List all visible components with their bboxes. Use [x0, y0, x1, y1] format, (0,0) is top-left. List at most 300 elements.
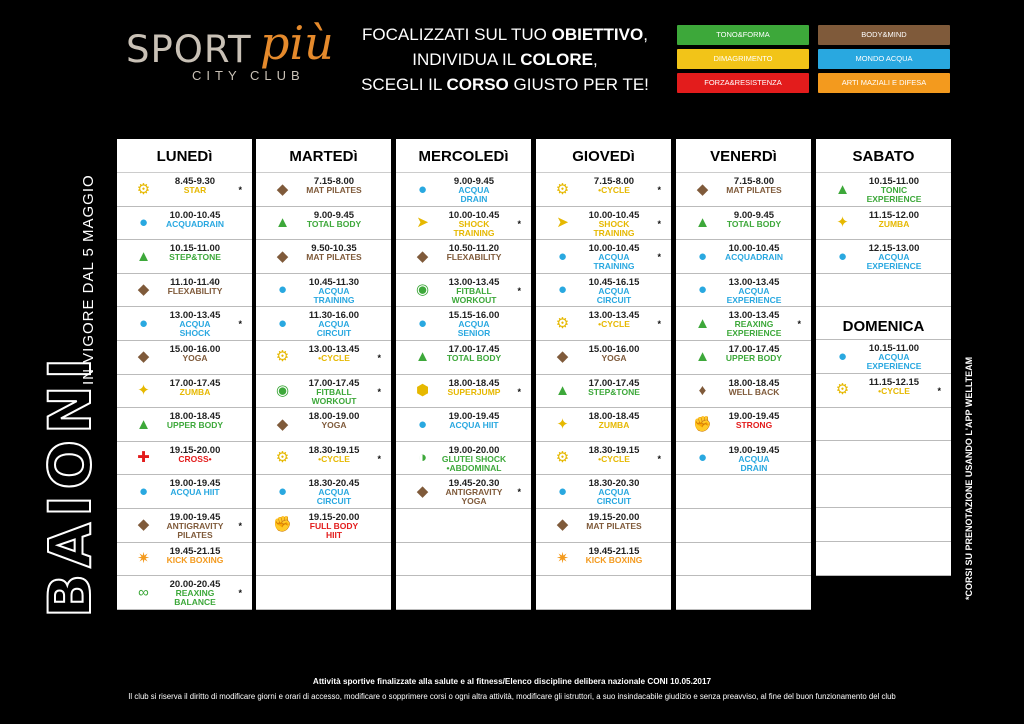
dance-icon: ✦	[556, 415, 569, 433]
back-icon: ♦	[698, 382, 707, 400]
class-slot	[396, 307, 531, 341]
booking-required-mark: *	[657, 319, 661, 330]
booking-required-mark: *	[517, 218, 521, 229]
class-slot	[396, 408, 531, 442]
class-name: MAT PILATES	[306, 185, 362, 195]
class-name: ACQUA DRAIN	[738, 453, 770, 473]
class-name: STEP&TONE	[588, 386, 640, 397]
class-time: 19.15-20.00	[588, 511, 640, 523]
booking-required-mark: *	[657, 185, 661, 195]
legend-arti-marziali: ARTI MAZIALI E DIFESA	[818, 73, 950, 93]
class-time: 11.15-12.00	[868, 209, 920, 221]
class-slot	[256, 207, 391, 241]
class-slot	[816, 408, 951, 442]
kick-icon: ✷	[137, 550, 150, 568]
class-time: 10.50-11.20	[448, 243, 500, 255]
class-time: 10.15-11.00	[868, 176, 920, 187]
class-name: ZUMBA	[878, 218, 910, 229]
booking-required-mark: *	[517, 487, 521, 498]
booking-required-mark: *	[377, 386, 381, 397]
class-time: 10.45-11.30	[308, 276, 360, 288]
class-time: 13.00-13.45	[728, 310, 780, 322]
class-slot	[676, 509, 811, 543]
class-slot	[117, 375, 252, 409]
class-time: 18.30-19.15	[588, 444, 640, 456]
class-time: 17.00-17.45	[308, 377, 360, 389]
class-name: TOTAL BODY	[726, 218, 782, 229]
class-slot	[676, 207, 811, 241]
class-time: 18.00-18.45	[728, 377, 780, 389]
muscle-icon: ✊	[273, 516, 292, 534]
class-time: 10.00-10.45	[588, 209, 640, 221]
class-time: 19.00-19.45	[728, 444, 780, 456]
class-time: 19.15-20.00	[169, 444, 221, 456]
class-slot	[676, 543, 811, 577]
drop-icon: ●	[697, 247, 708, 265]
class-time: 17.00-17.45	[169, 377, 221, 389]
day-column	[396, 139, 531, 610]
validity-date: IN VIGORE DAL 5 MAGGIO	[80, 174, 97, 385]
class-name: ACQUA SHOCK	[179, 319, 211, 339]
class-slot	[536, 576, 671, 610]
day-header: MARTEDì	[256, 139, 391, 173]
ball-icon: ◉	[415, 281, 430, 299]
class-name: ACQUA SENIOR	[457, 319, 491, 339]
class-time: 19.00-19.45	[448, 411, 500, 423]
muscle-icon: ✊	[693, 415, 712, 433]
class-time: 11.30-16.00	[308, 310, 360, 322]
class-slot	[676, 475, 811, 509]
class-time: 19.45-21.15	[169, 545, 221, 557]
class-time: 9.00-9.45	[313, 209, 355, 221]
class-time: 10.00-10.45	[588, 243, 640, 255]
chain-icon: ∞	[138, 583, 149, 601]
class-time: 11.10-11.40	[170, 276, 220, 288]
class-time: 18.30-20.30	[588, 478, 640, 490]
class-name: •CYCLE	[318, 453, 350, 464]
class-name: MAT PILATES	[726, 185, 782, 195]
class-slot	[117, 576, 252, 610]
class-slot	[676, 274, 811, 308]
class-slot	[396, 240, 531, 274]
logo-city-club: CITY CLUB	[192, 68, 305, 83]
footer-terms: Il club si riserva il diritto di modificare giorni e orari di accesso, modificare o sopprimere corsi o ogni altra attività, modificare gli istruttori, a suo insindacabile giudizio e senza preavviso, al fine del buon funzionamento del club	[128, 692, 896, 701]
class-name: •CYCLE	[878, 385, 910, 396]
class-name: ANTIGRAVITY YOGA	[445, 487, 503, 507]
class-name: ACQUADRAIN	[724, 252, 784, 263]
class-time: 18.00-19.00	[308, 411, 360, 423]
class-slot	[536, 475, 671, 509]
legend-tono-forma: TONO&FORMA	[677, 25, 809, 45]
drop-icon: ●	[837, 347, 848, 365]
class-slot	[536, 341, 671, 375]
class-slot	[536, 543, 671, 577]
day-header: VENERDì	[676, 139, 811, 173]
class-time: 17.00-17.45	[448, 343, 500, 355]
bike-icon: ⚙	[275, 348, 290, 366]
class-time: 20.00-20.45	[169, 579, 221, 591]
class-time: 13.00-13.45	[448, 276, 500, 288]
drop-icon: ●	[138, 314, 149, 332]
footer-disclaimer: Attività sportive finalizzate alla salute e al fitness/Elenco discipline delibera nazionale CONI 10.05.2017	[312, 677, 712, 686]
drop-icon: ●	[277, 482, 288, 500]
bike-icon: ⚙	[275, 449, 290, 467]
class-time: 19.00-19.45	[169, 478, 221, 490]
class-slot	[396, 375, 531, 409]
class-name: SHOCK TRAINING	[593, 218, 635, 238]
class-time: 9.00-9.45	[453, 176, 495, 187]
class-slot	[816, 173, 951, 207]
class-name: MAT PILATES	[586, 520, 642, 531]
day-column	[117, 139, 252, 610]
class-slot	[117, 207, 252, 241]
class-name: ACQUA DRAIN	[458, 185, 490, 204]
class-name: KICK BOXING	[585, 554, 643, 565]
drop-icon: ●	[138, 214, 149, 232]
class-name: FLEXABILITY	[446, 252, 502, 263]
class-name: ACQUA TRAINING	[313, 285, 355, 305]
class-slot	[256, 543, 391, 577]
class-slot	[676, 576, 811, 610]
class-name: TONIC EXPERIENCE	[866, 185, 922, 204]
class-name: REAXING BALANCE	[174, 588, 216, 608]
legend-dimagrimento: DIMAGRIMENTO	[677, 49, 809, 69]
class-time: 9.50-10.35	[311, 243, 357, 255]
class-name: STRONG	[735, 420, 773, 431]
class-slot	[816, 340, 951, 374]
class-time: 19.00-19.45	[169, 511, 221, 523]
yoga-icon: ◆	[276, 247, 289, 265]
class-time: 15.00-16.00	[588, 343, 640, 355]
class-time: 19.45-20.30	[448, 478, 500, 490]
class-name: •CYCLE	[598, 453, 630, 464]
drop-icon: ●	[417, 180, 428, 198]
class-name: ACQUA TRAINING	[593, 252, 635, 272]
class-name: TOTAL BODY	[306, 218, 362, 229]
class-name: ACQUADRAIN	[165, 218, 225, 229]
class-name: UPPER BODY	[166, 420, 224, 431]
day-header: MERCOLEDì	[396, 139, 531, 173]
yoga-icon: ◆	[416, 482, 429, 500]
class-time: 12.15-13.00	[868, 243, 920, 255]
class-name: STEP&TONE	[169, 252, 221, 263]
class-time: 15.00-16.00	[169, 343, 221, 355]
class-name: FLEXABILITY	[167, 285, 223, 296]
class-time: 7.15-8.00	[733, 176, 775, 187]
class-name: SUPERJUMP	[447, 386, 501, 397]
class-slot	[536, 240, 671, 274]
class-slot	[396, 442, 531, 476]
class-name: STAR	[183, 185, 207, 195]
class-slot	[117, 274, 252, 308]
day-header: LUNEDì	[117, 139, 252, 173]
class-slot	[536, 375, 671, 409]
drop-icon: ●	[138, 482, 149, 500]
yoga-icon: ◆	[556, 516, 569, 534]
ball-icon: ◉	[275, 382, 290, 400]
class-time: 8.45-9.30	[174, 176, 216, 187]
logo-sport: SPORT	[126, 28, 252, 71]
class-name: ANTIGRAVITY PILATES	[166, 520, 224, 540]
class-slot	[816, 441, 951, 475]
slogan: FOCALIZZATI SUL TUO OBIETTIVO, INDIVIDUA IL COLORE, SCEGLI IL CORSO GIUSTO PER TE!	[361, 25, 649, 94]
step-icon: ▲	[555, 382, 570, 400]
class-name: ZUMBA	[598, 420, 630, 431]
class-name: ACQUA EXPERIENCE	[726, 285, 782, 305]
dance-icon: ✦	[836, 214, 849, 232]
class-time: 17.00-17.45	[728, 343, 780, 355]
kick-icon: ✷	[556, 550, 569, 568]
bike-icon: ⚙	[136, 180, 151, 198]
class-time: 11.15-12.15	[868, 376, 920, 388]
class-slot	[816, 542, 951, 576]
glute-icon: ◑	[417, 449, 428, 467]
booking-required-mark: *	[937, 385, 941, 396]
class-name: YOGA	[321, 420, 347, 431]
class-slot	[536, 173, 671, 207]
class-slot	[396, 341, 531, 375]
class-slot	[536, 307, 671, 341]
yoga-icon: ◆	[137, 348, 150, 366]
class-slot	[536, 274, 671, 308]
class-slot	[396, 207, 531, 241]
class-name: •CYCLE	[318, 352, 350, 363]
yoga-icon: ◆	[276, 180, 289, 198]
class-name: ACQUA EXPERIENCE	[866, 252, 922, 272]
drop-icon: ●	[557, 247, 568, 265]
yoga-icon: ◆	[556, 348, 569, 366]
class-name: FITBALL WORKOUT	[311, 386, 357, 406]
booking-required-mark: *	[657, 252, 661, 263]
class-slot	[396, 475, 531, 509]
drop-icon: ●	[557, 281, 568, 299]
class-name: ACQUA HIIT	[170, 487, 220, 498]
day-header: SABATO	[816, 139, 951, 173]
class-name: •CYCLE	[598, 185, 630, 195]
location-title: BAIONI	[36, 351, 104, 618]
class-slot	[256, 341, 391, 375]
step-icon: ▲	[835, 180, 850, 198]
booking-required-mark: *	[657, 453, 661, 464]
class-slot	[816, 207, 951, 241]
class-slot	[816, 508, 951, 542]
class-time: 18.30-19.15	[308, 444, 360, 456]
class-name: FITBALL WORKOUT	[451, 285, 497, 305]
drop-icon: ●	[697, 281, 708, 299]
cross-icon: ✚	[137, 449, 150, 467]
class-time: 9.00-9.45	[733, 209, 775, 221]
dance-icon: ✦	[137, 382, 150, 400]
class-time: 19.45-21.15	[588, 545, 640, 557]
bike-icon: ⚙	[555, 449, 570, 467]
club-logo	[126, 16, 356, 92]
bike-icon: ⚙	[555, 180, 570, 198]
category-legend	[677, 25, 951, 95]
class-slot	[816, 274, 951, 308]
day-column	[816, 139, 951, 576]
class-slot	[117, 240, 252, 274]
legend-mondo-acqua: MONDO ACQUA	[818, 49, 950, 69]
drop-icon: ●	[697, 449, 708, 467]
class-name: ACQUA CIRCUIT	[316, 487, 352, 507]
class-slot	[816, 240, 951, 274]
booking-required-mark: *	[517, 285, 521, 296]
class-time: 19.00-20.00	[448, 444, 500, 456]
yoga-icon: ◆	[137, 281, 150, 299]
class-time: 13.00-13.45	[308, 343, 360, 355]
class-time: 13.00-13.45	[728, 276, 780, 288]
run-icon: ➤	[556, 214, 569, 232]
logo-piu: più	[260, 16, 334, 70]
class-name: ZUMBA	[179, 386, 211, 397]
class-name: FULL BODY HIIT	[309, 520, 359, 540]
class-slot	[256, 375, 391, 409]
class-time: 7.15-8.00	[593, 176, 635, 187]
drop-icon: ●	[277, 314, 288, 332]
class-time: 13.00-13.45	[169, 310, 221, 322]
bike-icon: ⚙	[835, 381, 850, 399]
class-name: REAXING EXPERIENCE	[726, 319, 782, 339]
step-icon: ▲	[695, 314, 710, 332]
class-slot	[256, 509, 391, 543]
bike-icon: ⚙	[555, 314, 570, 332]
class-name: MAT PILATES	[306, 252, 362, 263]
drop-icon: ●	[837, 247, 848, 265]
class-slot	[676, 442, 811, 476]
booking-required-mark: *	[238, 319, 242, 330]
class-name: SHOCK TRAINING	[453, 218, 495, 238]
day-header: DOMENICA	[816, 306, 951, 340]
class-time: 18.00-18.45	[169, 411, 221, 423]
step-icon: ▲	[136, 247, 151, 265]
booking-required-mark: *	[657, 218, 661, 229]
class-time: 19.00-19.45	[728, 411, 780, 423]
class-name: ACQUA CIRCUIT	[316, 319, 352, 339]
drop-icon: ●	[417, 415, 428, 433]
class-slot	[396, 576, 531, 610]
yoga-icon: ◆	[696, 180, 709, 198]
booking-note: *CORSI SU PRENOTAZIONE USANDO L'APP WELLTEAM	[964, 356, 974, 600]
class-time: 10.00-10.45	[728, 243, 780, 255]
class-slot	[536, 442, 671, 476]
booking-required-mark: *	[238, 588, 242, 599]
legend-body-mind: BODY&MIND	[818, 25, 950, 45]
class-slot	[676, 240, 811, 274]
class-slot	[256, 274, 391, 308]
class-time: 10.15-11.00	[868, 343, 920, 355]
class-name: ACQUA CIRCUIT	[596, 487, 632, 507]
drop-icon: ●	[557, 482, 568, 500]
step-icon: ▲	[695, 214, 710, 232]
class-slot	[256, 240, 391, 274]
class-slot	[117, 442, 252, 476]
class-slot	[536, 408, 671, 442]
booking-required-mark: *	[797, 319, 801, 330]
class-time: 19.15-20.00	[308, 511, 360, 523]
class-time: 15.15-16.00	[448, 310, 500, 322]
class-slot	[676, 341, 811, 375]
class-time: 13.00-13.45	[588, 310, 640, 322]
class-time: 17.00-17.45	[588, 377, 640, 389]
class-slot	[676, 307, 811, 341]
booking-required-mark: *	[377, 352, 381, 363]
class-slot	[676, 408, 811, 442]
class-name: ACQUA HIIT	[449, 420, 499, 431]
class-time: 10.00-10.45	[169, 209, 221, 221]
day-column	[256, 139, 391, 610]
run-icon: ➤	[416, 214, 429, 232]
class-slot	[676, 375, 811, 409]
step-icon: ▲	[695, 348, 710, 366]
class-time: 10.45-16.15	[588, 276, 640, 288]
booking-required-mark: *	[377, 453, 381, 464]
class-name: YOGA	[601, 352, 627, 363]
class-slot	[117, 307, 252, 341]
class-slot	[256, 576, 391, 610]
step-icon: ▲	[136, 415, 151, 433]
class-time: 18.00-18.45	[588, 411, 640, 423]
class-slot	[816, 374, 951, 408]
class-name: ACQUA CIRCUIT	[596, 285, 632, 305]
class-name: WELL BACK	[728, 386, 780, 397]
class-time: 18.00-18.45	[448, 377, 500, 389]
drop-icon: ●	[277, 281, 288, 299]
class-slot	[256, 475, 391, 509]
class-slot	[396, 509, 531, 543]
class-time: 10.00-10.45	[448, 209, 500, 221]
tramp-icon: ⬢	[415, 382, 430, 400]
step-icon: ▲	[415, 348, 430, 366]
class-name: YOGA	[182, 352, 208, 363]
booking-required-mark: *	[517, 386, 521, 397]
yoga-icon: ◆	[137, 516, 150, 534]
class-name: •CYCLE	[598, 319, 630, 330]
class-slot	[396, 543, 531, 577]
class-name: KICK BOXING	[166, 554, 224, 565]
class-name: GLUTEI SHOCK •ABDOMINAL	[441, 453, 507, 473]
class-name: ACQUA EXPERIENCE	[866, 352, 922, 372]
class-slot	[117, 475, 252, 509]
class-time: 18.30-20.45	[308, 478, 360, 490]
class-slot	[396, 274, 531, 308]
booking-required-mark: *	[238, 185, 242, 195]
class-slot	[396, 173, 531, 207]
class-name: CROSS•	[178, 453, 212, 464]
class-slot	[256, 173, 391, 207]
class-slot	[256, 442, 391, 476]
class-slot	[256, 408, 391, 442]
class-slot	[536, 207, 671, 241]
class-slot	[117, 543, 252, 577]
class-slot	[536, 509, 671, 543]
day-header: GIOVEDì	[536, 139, 671, 173]
class-slot	[117, 509, 252, 543]
class-name: TOTAL BODY	[446, 352, 502, 363]
class-slot	[117, 408, 252, 442]
day-column	[676, 139, 811, 610]
class-slot	[256, 307, 391, 341]
class-slot	[117, 341, 252, 375]
yoga-icon: ◆	[276, 415, 289, 433]
legend-forza-resistenza: FORZA&RESISTENZA	[677, 73, 809, 93]
class-time: 10.15-11.00	[169, 243, 221, 255]
class-slot	[816, 475, 951, 509]
booking-required-mark: *	[238, 520, 242, 531]
class-name: UPPER BODY	[725, 352, 783, 363]
drop-icon: ●	[417, 314, 428, 332]
class-time: 7.15-8.00	[313, 176, 355, 187]
class-slot	[676, 173, 811, 207]
